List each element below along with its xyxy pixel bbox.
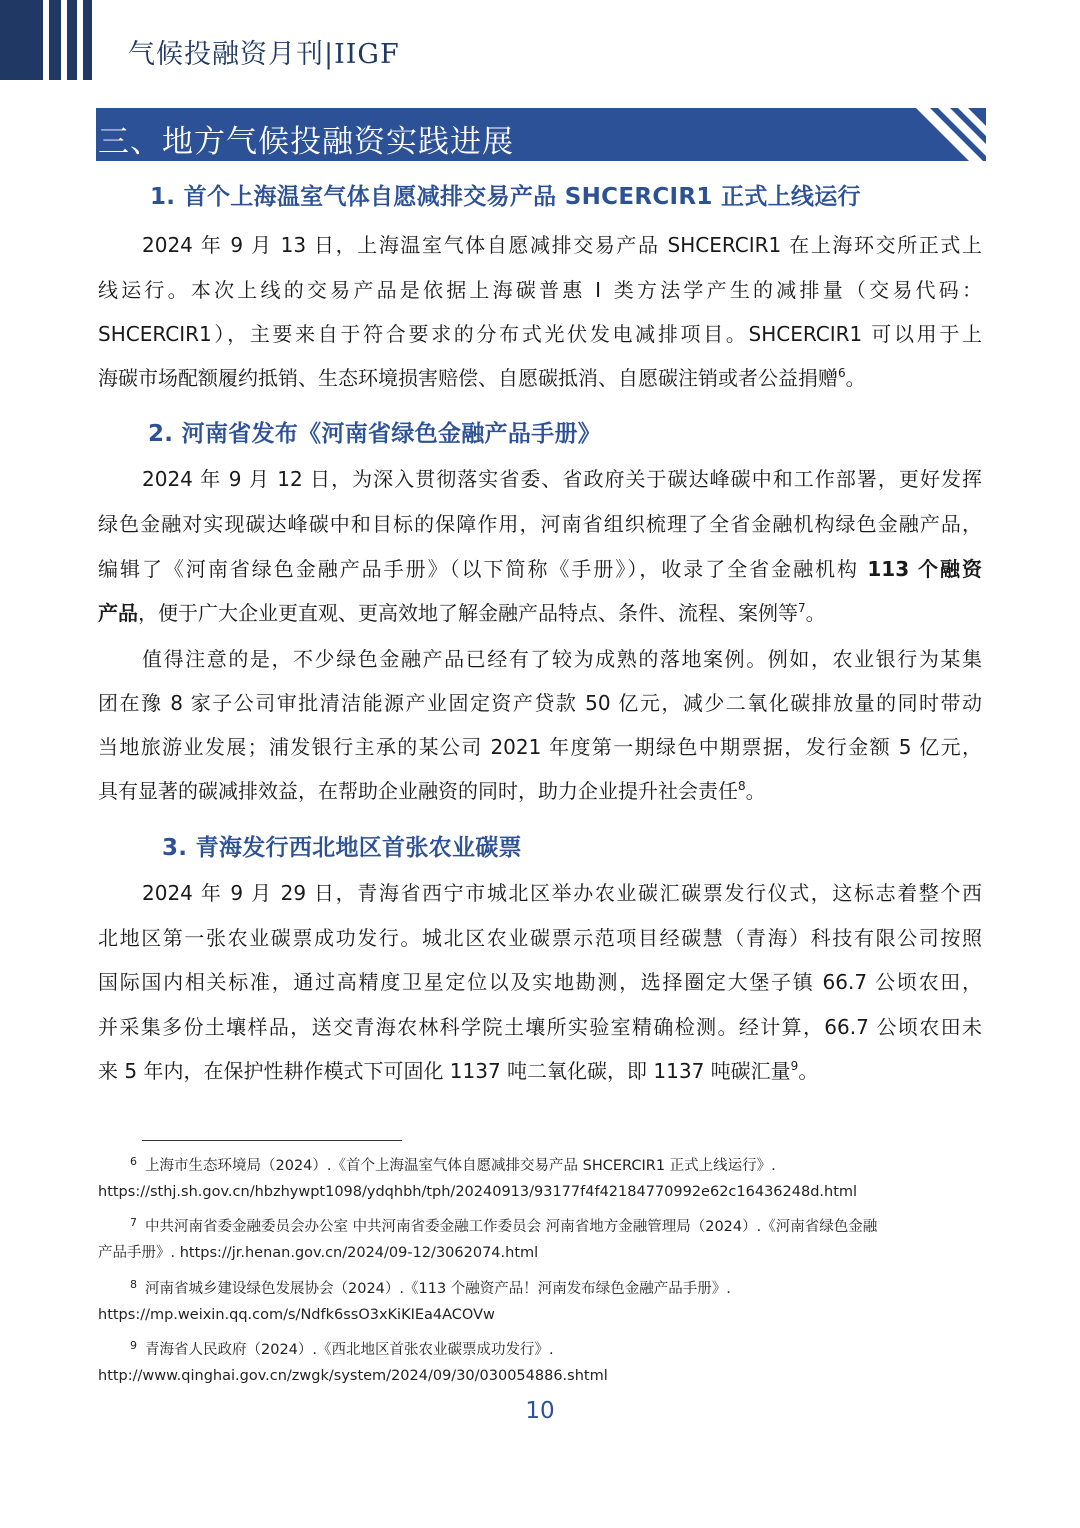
footnote-line xyxy=(98,1183,857,1201)
footnote-ref: 7 xyxy=(798,601,806,615)
footnote-number: 9 xyxy=(130,1339,137,1352)
paragraph-line xyxy=(98,691,982,715)
line-end: 。 xyxy=(745,779,766,803)
publication-title: 气候投融资月刊|IIGF xyxy=(128,39,400,70)
line-text: 当地旅游业发展；浦发银行主承的某公司 2021 年度第一期绿色中期票据，发行金额 5 亿元， xyxy=(98,735,982,759)
paragraph-line xyxy=(142,647,982,671)
line-end: 。 xyxy=(805,601,826,625)
line-end: 。 xyxy=(798,1059,819,1083)
footnote-line xyxy=(98,1306,495,1324)
paragraph-line xyxy=(98,1015,982,1039)
footnote-line xyxy=(98,1244,538,1262)
bold-text: 113 个融资 xyxy=(867,557,982,581)
footnote-line xyxy=(98,1367,608,1385)
footnote-line xyxy=(130,1276,731,1297)
footnote-line xyxy=(130,1214,878,1235)
footnote-text: 上海市生态环境局（2024）.《首个上海温室气体自愿减排交易产品 SHCERCIR1 正式上线运行》. xyxy=(145,1158,776,1174)
paragraph-line xyxy=(98,557,982,581)
footnote-number: 6 xyxy=(130,1155,137,1168)
stripe-decoration-icon xyxy=(906,108,986,161)
line-text: 海碳市场配额履约抵销、生态环境损害赔偿、自愿碳抵消、自愿碳注销或者公益捐赠 xyxy=(98,366,838,390)
section-title: 三、地方气候投融资实践进展 xyxy=(98,124,514,160)
section-banner xyxy=(96,108,986,161)
footnote-separator xyxy=(142,1140,402,1141)
paragraph-line xyxy=(98,278,982,302)
line-text: 绿色金融对实现碳达峰碳中和目标的保障作用，河南省组织梳理了全省金融机构绿色金融产品， xyxy=(98,512,982,536)
paragraph-line xyxy=(98,1059,982,1083)
paragraph-line xyxy=(98,512,982,536)
footnote-text: https://mp.weixin.qq.com/s/Ndfk6ssO3xKiKIEa4ACOVw xyxy=(98,1307,495,1323)
line-text: 国际国内相关标准，通过高精度卫星定位以及实地勘测，选择圈定大堡子镇 66.7 公顷农田， xyxy=(98,970,982,994)
paragraph-line xyxy=(98,970,982,994)
paragraph-line xyxy=(142,881,982,905)
paragraph-line xyxy=(98,926,982,950)
line-text: 值得注意的是，不少绿色金融产品已经有了较为成熟的落地案例。例如，农业银行为某集 xyxy=(142,647,982,671)
paragraph-line xyxy=(142,467,982,491)
line-text: 具有显著的碳减排效益，在帮助企业融资的同时，助力企业提升社会责任 xyxy=(98,779,738,803)
page-number: 10 xyxy=(525,1398,555,1424)
line-end: 。 xyxy=(845,366,866,390)
footnote-text: 产品手册》. https://jr.henan.gov.cn/2024/09-12/3062074.html xyxy=(98,1245,539,1261)
footnote-line xyxy=(130,1153,776,1174)
footnote-text: 青海省人民政府（2024）.《西北地区首张农业碳票成功发行》. xyxy=(145,1342,554,1358)
line-text: 北地区第一张农业碳票成功发行。城北区农业碳票示范项目经碳慧（青海）科技有限公司按照 xyxy=(98,926,982,950)
paragraph-line xyxy=(142,233,982,257)
line-text: 团在豫 8 家子公司审批清洁能源产业固定资产贷款 50 亿元，减少二氧化碳排放量的同时带动 xyxy=(98,691,982,715)
paragraph-line xyxy=(98,601,982,625)
line-text: ，便于广大企业更直观、更高效地了解金融产品特点、条件、流程、案例等 xyxy=(138,601,798,625)
footnote-text: https://sthj.sh.gov.cn/hbzhywpt1098/ydqhbh/tph/20240913/93177f4f42184770992e62c16436248d.html xyxy=(98,1184,858,1200)
line-text: 2024 年 9 月 29 日，青海省西宁市城北区举办农业碳汇碳票发行仪式，这标志着整个西 xyxy=(142,881,982,905)
footnote-number: 7 xyxy=(130,1216,137,1229)
paragraph-line xyxy=(98,779,982,803)
bold-text: 产品 xyxy=(98,601,138,625)
footnote-text: http://www.qinghai.gov.cn/zwgk/system/2024/09/30/030054886.shtml xyxy=(98,1368,608,1384)
paragraph-line xyxy=(98,735,982,759)
footnote-line xyxy=(130,1337,554,1358)
footnote-text: 中共河南省委金融委员会办公室 中共河南省委金融工作委员会 河南省地方金融管理局（2024）.《河南省绿色金融 xyxy=(145,1219,878,1235)
line-text: 线运行。本次上线的交易产品是依据上海碳普惠 Ⅰ 类方法学产生的减排量（交易代码： xyxy=(98,278,982,302)
footnote-number: 8 xyxy=(130,1278,137,1291)
line-text: 来 5 年内，在保护性耕作模式下可固化 1137 吨二氧化碳，即 1137 吨碳汇量 xyxy=(98,1059,791,1083)
line-text: 2024 年 9 月 13 日，上海温室气体自愿减排交易产品 SHCERCIR1 在上海环交所正式上 xyxy=(142,233,982,257)
subsection-heading: 3. 青海发行西北地区首张农业碳票 xyxy=(162,835,522,861)
footnote-ref: 9 xyxy=(790,1059,799,1073)
paragraph-line xyxy=(98,366,982,390)
line-text: 2024 年 9 月 12 日，为深入贯彻落实省委、省政府关于碳达峰碳中和工作部署，更好发挥 xyxy=(142,467,982,491)
footnote-ref: 8 xyxy=(738,779,746,793)
line-text: SHCERCIR1），主要来自于符合要求的分布式光伏发电减排项目。SHCERCIR1 可以用于上 xyxy=(98,322,982,346)
subsection-heading: 2. 河南省发布《河南省绿色金融产品手册》 xyxy=(148,421,602,447)
paragraph-line xyxy=(98,322,982,346)
footnote-text: 河南省城乡建设绿色发展协会（2024）.《113 个融资产品！河南发布绿色金融产品手册》. xyxy=(145,1281,731,1297)
line-text: 编辑了《河南省绿色金融产品手册》（以下简称《手册》），收录了全省金融机构 xyxy=(98,557,868,581)
footnote-ref: 6 xyxy=(838,366,846,380)
subsection-heading: 1. 首个上海温室气体自愿减排交易产品 SHCERCIR1 正式上线运行 xyxy=(150,184,861,210)
line-text: 并采集多份土壤样品，送交青海农林科学院土壤所实验室精确检测。经计算，66.7 公顷农田未 xyxy=(98,1015,982,1039)
